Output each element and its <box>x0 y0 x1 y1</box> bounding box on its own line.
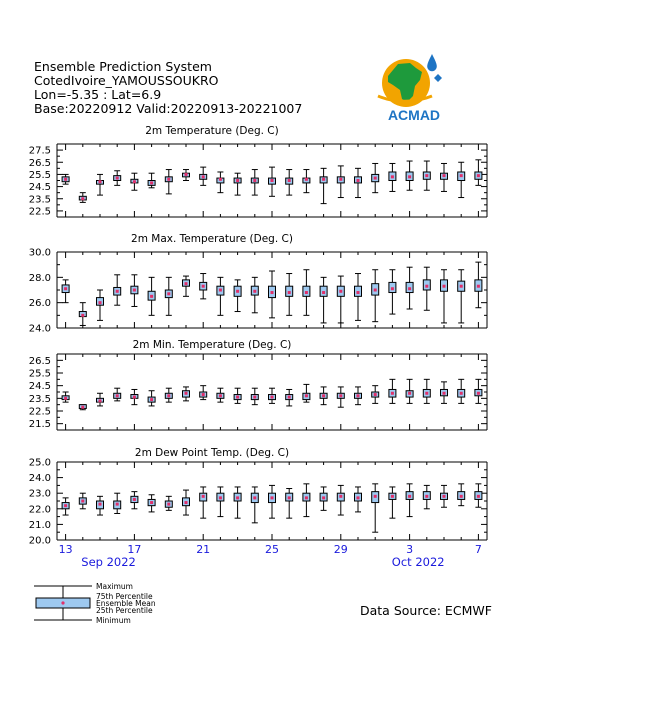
x-tick-label: 13 <box>58 543 73 556</box>
y-tick-label: 24.0 <box>28 473 51 485</box>
mean-marker <box>64 178 67 181</box>
mean-marker <box>374 289 377 292</box>
mean-marker <box>460 495 463 498</box>
mean-marker <box>81 314 84 317</box>
mean-marker <box>99 399 102 402</box>
mean-marker <box>99 503 102 506</box>
mean-marker <box>116 177 119 180</box>
mean-marker <box>236 496 239 499</box>
mean-marker <box>150 501 153 504</box>
mean-marker <box>219 496 222 499</box>
mean-marker <box>374 177 377 180</box>
y-tick-label: 23.5 <box>28 393 51 405</box>
mean-marker <box>150 295 153 298</box>
mean-marker <box>116 290 119 293</box>
mean-marker <box>288 291 291 294</box>
x-month-label: Oct 2022 <box>391 555 445 569</box>
mean-marker <box>99 180 102 183</box>
y-tick-label: 20.0 <box>28 535 51 547</box>
mean-marker <box>408 392 411 395</box>
mean-marker <box>305 178 308 181</box>
mean-marker <box>219 178 222 181</box>
mean-marker <box>64 397 67 400</box>
panel-title: 2m Dew Point Temp. (Deg. C) <box>134 447 290 459</box>
legend-mean-label: Ensemble Mean <box>96 599 156 608</box>
mean-marker <box>305 394 308 397</box>
y-tick-label: 24.0 <box>28 323 51 335</box>
mean-marker <box>253 496 256 499</box>
legend-minimum-label: Minimum <box>96 616 131 625</box>
mean-marker <box>322 394 325 397</box>
panel-title: 2m Max. Temperature (Deg. C) <box>131 233 293 245</box>
legend-p75-label: 75th Percentile <box>96 592 153 601</box>
mean-marker <box>202 175 205 178</box>
mean-marker <box>443 392 446 395</box>
data-source-label: Data Source: ECMWF <box>360 603 492 618</box>
mean-marker <box>408 287 411 290</box>
mean-marker <box>253 179 256 182</box>
y-tick-label: 25.5 <box>28 368 51 380</box>
mean-marker <box>322 291 325 294</box>
mean-marker <box>167 178 170 181</box>
y-tick-label: 26.5 <box>28 157 51 169</box>
mean-marker <box>133 498 136 501</box>
mean-marker <box>391 175 394 178</box>
mean-marker <box>391 392 394 395</box>
y-tick-label: 22.0 <box>28 504 51 516</box>
mean-marker <box>116 503 119 506</box>
mean-marker <box>460 174 463 177</box>
y-tick-label: 23.5 <box>28 194 51 206</box>
mean-marker <box>477 174 480 177</box>
station-name: CotedIvoire_YAMOUSSOUKRO <box>34 73 219 88</box>
mean-marker <box>185 173 188 176</box>
forecast-dates: Base:20220912 Valid:20220913-20221007 <box>34 101 303 116</box>
mean-marker <box>460 392 463 395</box>
mean-marker <box>425 285 428 288</box>
mean-marker <box>253 290 256 293</box>
mean-marker <box>219 289 222 292</box>
mean-marker <box>322 178 325 181</box>
mean-marker <box>185 392 188 395</box>
y-tick-label: 22.5 <box>28 406 51 418</box>
x-tick-label: 17 <box>127 543 142 556</box>
y-tick-label: 23.0 <box>28 488 51 500</box>
y-tick-label: 21.5 <box>28 419 51 431</box>
mean-marker <box>339 394 342 397</box>
mean-marker <box>357 291 360 294</box>
mean-marker <box>288 496 291 499</box>
mean-marker <box>81 500 84 503</box>
mean-marker <box>202 495 205 498</box>
mean-marker <box>288 396 291 399</box>
mean-marker <box>219 394 222 397</box>
mean-marker <box>477 392 480 395</box>
mean-marker <box>64 504 67 507</box>
x-tick-label: 29 <box>333 543 348 556</box>
mean-marker <box>305 291 308 294</box>
mean-marker <box>236 396 239 399</box>
mean-marker <box>81 406 84 409</box>
mean-marker <box>425 495 428 498</box>
y-tick-label: 22.5 <box>28 206 51 218</box>
mean-marker <box>357 496 360 499</box>
mean-marker <box>477 285 480 288</box>
mean-marker <box>271 179 274 182</box>
mean-marker <box>408 175 411 178</box>
mean-marker <box>425 174 428 177</box>
mean-marker <box>150 181 153 184</box>
y-tick-label: 25.0 <box>28 457 51 469</box>
mean-marker <box>477 495 480 498</box>
mean-marker <box>185 501 188 504</box>
mean-marker <box>99 301 102 304</box>
mean-marker <box>167 503 170 506</box>
panel-title: 2m Min. Temperature (Deg. C) <box>132 339 292 351</box>
x-month-label: Sep 2022 <box>81 555 136 569</box>
mean-marker <box>271 291 274 294</box>
mean-marker <box>202 285 205 288</box>
mean-marker <box>322 496 325 499</box>
mean-marker <box>253 396 256 399</box>
y-tick-label: 24.5 <box>28 182 51 194</box>
mean-marker <box>288 179 291 182</box>
mean-marker <box>236 179 239 182</box>
x-tick-label: 7 <box>474 543 482 556</box>
mean-marker <box>374 495 377 498</box>
y-tick-label: 26.5 <box>28 355 51 367</box>
mean-marker <box>391 495 394 498</box>
mean-marker <box>339 290 342 293</box>
mean-marker <box>443 495 446 498</box>
mean-marker <box>305 496 308 499</box>
mean-marker <box>167 292 170 295</box>
mean-marker <box>443 174 446 177</box>
mean-marker <box>81 197 84 200</box>
station-coordinates: Lon=-5.35 : Lat=6.9 <box>34 87 162 102</box>
x-tick-label: 25 <box>265 543 279 556</box>
chart-title-system: Ensemble Prediction System <box>34 59 212 74</box>
mean-marker <box>408 495 411 498</box>
y-tick-label: 30.0 <box>28 247 51 259</box>
panel-title: 2m Temperature (Deg. C) <box>145 125 279 137</box>
mean-marker <box>150 398 153 401</box>
y-tick-label: 28.0 <box>28 272 51 284</box>
mean-marker <box>185 282 188 285</box>
legend <box>34 582 174 626</box>
mean-marker <box>460 285 463 288</box>
y-tick-label: 21.0 <box>28 519 51 531</box>
mean-marker <box>425 392 428 395</box>
mean-marker <box>167 394 170 397</box>
mean-marker <box>339 495 342 498</box>
mean-marker <box>236 290 239 293</box>
x-tick-label: 21 <box>196 543 211 556</box>
mean-marker <box>271 496 274 499</box>
mean-marker <box>339 178 342 181</box>
mean-marker <box>443 285 446 288</box>
logo-text: ACMAD <box>387 107 441 123</box>
y-tick-label: 27.5 <box>28 145 51 157</box>
mean-marker <box>133 396 136 399</box>
y-tick-label: 24.5 <box>28 381 51 393</box>
legend-p25-label: 25th Percentile <box>96 606 153 615</box>
mean-marker <box>391 287 394 290</box>
mean-marker <box>374 393 377 396</box>
legend-mean-marker <box>61 601 64 604</box>
y-tick-label: 26.0 <box>28 298 51 310</box>
x-tick-label: 3 <box>406 543 414 556</box>
mean-marker <box>202 393 205 396</box>
mean-marker <box>357 179 360 182</box>
mean-marker <box>64 287 67 290</box>
legend-maximum-label: Maximum <box>96 582 133 591</box>
mean-marker <box>133 180 136 183</box>
mean-marker <box>357 394 360 397</box>
y-tick-label: 25.5 <box>28 169 51 181</box>
mean-marker <box>116 394 119 397</box>
mean-marker <box>133 289 136 292</box>
mean-marker <box>271 396 274 399</box>
